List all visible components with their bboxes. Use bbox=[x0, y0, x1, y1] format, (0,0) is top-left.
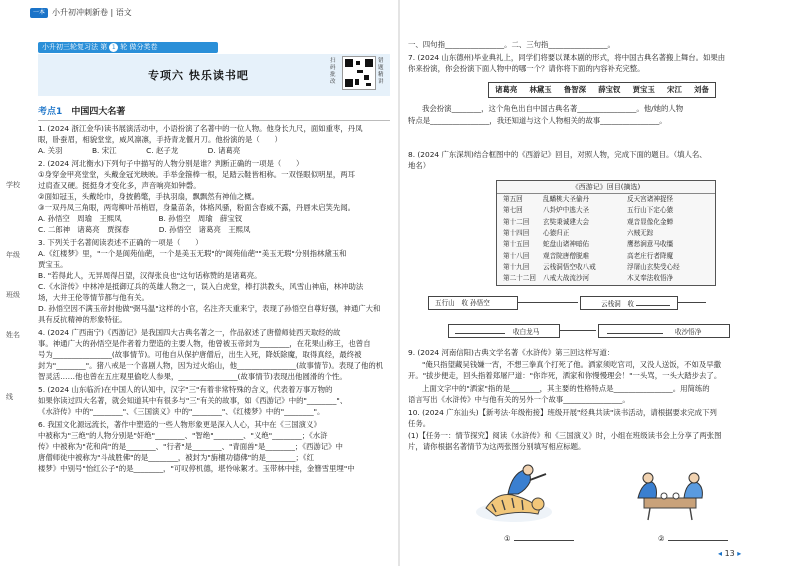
banner-round-pre: 第 bbox=[100, 43, 108, 51]
question-line: 9. (2024 河南信阳)古典文学名著《水浒传》第三回这样写道： bbox=[408, 348, 615, 357]
right-page bbox=[408, 4, 793, 564]
question-line: 4. (2024 广西南宁)《西游记》是我国四大古典名著之一，作品叙述了唐僧师徒西天取经的故 bbox=[38, 328, 341, 337]
qr-right-label: 错题精讲 bbox=[378, 58, 384, 85]
chapter-title-a: 八卦炉中逃大圣 bbox=[543, 206, 590, 215]
question-line: 3. 下列关于名著阅读表述不正确的一项是（ ） bbox=[38, 238, 203, 247]
question-line: 封为"________"。猪八戒是一个喜剧人物，因为过火焰山，他________________(故事情节)。表现了他的机 bbox=[38, 361, 384, 370]
chapter-title-a: 观音院唐僧脱难 bbox=[543, 251, 590, 260]
kp-text: 中国四大名著 bbox=[71, 107, 126, 117]
gutter-label: 线 bbox=[6, 393, 13, 401]
review-banner bbox=[38, 42, 218, 53]
flow-arrow bbox=[560, 330, 596, 331]
qr-left-label: 扫码批改 bbox=[330, 58, 336, 85]
answer-blank[interactable] bbox=[455, 325, 505, 334]
question-line: C.《水浒传》中林冲是抵御辽兵的英雄人物之一，误入白虎堂，棒打洪教头，风雪山神庙，林冲助法 bbox=[38, 282, 364, 291]
character-name: 薛宝钗 bbox=[598, 84, 621, 94]
chapter-title-a: 云栈洞悟空收八戒 bbox=[543, 262, 596, 271]
character-name: 鲁智深 bbox=[563, 84, 587, 94]
chapter-title-a: 八戒大战流沙河 bbox=[543, 274, 590, 283]
chapter-no: 第五回 bbox=[503, 195, 523, 204]
page-number bbox=[718, 548, 741, 560]
chapter-title-a: 蛇盘山诸神暗佑 bbox=[543, 240, 590, 249]
question-line: 贾宝玉。 bbox=[38, 260, 68, 269]
question-line: 场，大井王伦等情节都与他有关。 bbox=[38, 293, 149, 302]
flow-box-text: 五行山 收 孙悟空 bbox=[435, 299, 490, 307]
caption-num: ① bbox=[504, 534, 511, 543]
question-line: 号为________________(故事情节)。可他自从保护唐僧后，出生入死，降妖除魔，取得真经，最终被 bbox=[38, 350, 362, 359]
question-line: 1. (2024 浙江金华)读书展演活动中，小语扮演了名著中的一位人物。他身长九尺，面如重枣，丹凤 bbox=[38, 124, 363, 133]
flow-box bbox=[580, 296, 678, 310]
question-line: A.《红楼梦》里，"一个是阆苑仙葩，一个是美玉无瑕"的"阆苑仙葩""美玉无瑕"分别指林黛玉和 bbox=[38, 249, 347, 258]
chapter-title-b: 六贼无踪 bbox=[627, 229, 654, 238]
brand-name: 小升初冲刺新卷 | 语文 bbox=[52, 8, 132, 18]
kp-number: 考点1 bbox=[38, 107, 63, 117]
gutter-label: 学校 bbox=[6, 181, 20, 189]
chapter-row bbox=[497, 251, 715, 262]
chapter-title-b: 浮屠山玄奘受心经 bbox=[627, 262, 680, 271]
flow-box bbox=[598, 324, 730, 338]
page-number-text: 13 bbox=[724, 549, 735, 558]
chapter-table bbox=[496, 180, 716, 286]
banner-round-post: 轮 做分类卷 bbox=[120, 43, 158, 51]
chapter-row bbox=[497, 262, 715, 273]
chapter-no: 第十九回 bbox=[503, 262, 530, 271]
caption-num: ② bbox=[658, 534, 665, 543]
question-line: 2. (2024 河北衡水)下列句子中描写的人物分别是谁？判断正确的一项是（ ） bbox=[38, 159, 304, 168]
page-fold bbox=[398, 0, 400, 566]
question-line: B. "若得此人，无异周得吕望，汉得张良也"这句话称赞的是诸葛亮。 bbox=[38, 271, 262, 280]
character-name: 刘备 bbox=[694, 84, 709, 94]
question-line: 一、四句指________________。二、三句指________________。 bbox=[408, 40, 615, 49]
question-line: 中被称为"三绝"的人物分别是"奸绝"________、"智绝"________、"义绝"________；《水浒 bbox=[38, 431, 328, 440]
question-line: 《水浒传》中的"________"、《三国演义》中的"________"、《红楼梦》中的"________"。 bbox=[38, 407, 325, 416]
binding-gutter bbox=[0, 0, 26, 566]
question-line: 智灵活……他也曾在五庄观里偷吃人参果，________________(故事情节)表现出他圆滑的个性。 bbox=[38, 372, 347, 381]
chapter-title-b: 反天宫诸神捉怪 bbox=[627, 195, 674, 204]
caption-2 bbox=[658, 532, 728, 545]
answer-blank[interactable] bbox=[607, 325, 663, 334]
flow-arrow bbox=[678, 302, 706, 303]
question-line: ①身穿金甲亮堂堂，头戴金冠光映映。手举金箍棒一根，足踏云鞋皆相称。一双怪眼似明星，两耳 bbox=[38, 170, 356, 179]
flow-box-text: 云栈洞 收 bbox=[601, 300, 634, 308]
chapter-row bbox=[497, 273, 715, 284]
question-line: "俺只指望藏吴钱嫌一宵，不想三拳真个打死了他。洒家须吃官司，又没人送饭，不如及早撒 bbox=[422, 360, 722, 369]
answer-blank[interactable] bbox=[636, 297, 670, 306]
question-line: 任务。 bbox=[408, 419, 431, 428]
question-line: 如果你读过四大名著，就会知道其中有很多与"三"有关的故事，如《西游记》中的"________"、 bbox=[38, 396, 348, 405]
question-line: 开。"拔步便走，回头指着郑屠尸道："你诈死，洒家和你慢慢理会！"一头骂，一头大踏步去了。 bbox=[408, 371, 722, 380]
chapter-row bbox=[497, 228, 715, 239]
knowledge-point-heading bbox=[38, 106, 125, 119]
character-name: 诸葛亮 bbox=[495, 84, 518, 94]
chapter-title-a: 玄奘秉诚建大会 bbox=[543, 217, 590, 226]
flow-box bbox=[428, 296, 518, 310]
divider bbox=[38, 120, 390, 121]
question-line: 眼，卧蚕眉，相貌堂堂，威风凛凛，手持青龙偃月刀。他扮演的是（ ） bbox=[38, 135, 282, 144]
question-line: 具有反抗精神的形象特征。 bbox=[38, 315, 127, 324]
question-line: A. 关羽 B. 宋江 C. 赵子龙 D. 诸葛亮 bbox=[38, 146, 241, 155]
caption-1 bbox=[504, 532, 574, 545]
chapter-title-b: 观音显像化金蝉 bbox=[627, 217, 674, 226]
character-name-box bbox=[488, 82, 716, 98]
tiger-fight-illustration bbox=[468, 460, 560, 528]
question-line: 上面文字中的"洒家"指的是________，其主要的性格特点是________________。用简练的 bbox=[422, 384, 710, 393]
question-line: 7. (2024 山东德州)毕业典礼上，同学们将要以课本剧的形式，将中国古典名著搬上舞台。如果由 bbox=[408, 53, 726, 62]
answer-blank[interactable] bbox=[668, 532, 728, 541]
question-line: 6. 我国文化源远流长，著作中塑造的一些人物形象更是深入人心，其中在《三国演义》 bbox=[38, 420, 321, 429]
chapter-no: 第十四回 bbox=[503, 229, 530, 238]
character-name: 宋江 bbox=[667, 84, 682, 94]
question-line: D. 孙悟空因不满玉帝封他做"弼马温"这样的小官，名注齐天重来宁，表现了孙悟空自尊好强，神通广大和 bbox=[38, 304, 381, 313]
question-line: 片，请你根据名著情节为这两张图分别填写相应标题。 bbox=[408, 442, 586, 451]
chapter-row bbox=[497, 194, 715, 205]
question-line: 事。神通广大的孙悟空是作者着力塑造的主要人物，他曾被玉帝封为________，在花果山称王，也曾自 bbox=[38, 339, 371, 348]
prev-triangle-icon: ◂ bbox=[718, 549, 723, 558]
answer-blank[interactable] bbox=[514, 532, 574, 541]
chapter-title-a: 乱蟠桃大圣偷丹 bbox=[543, 195, 590, 204]
question-line: 地名） bbox=[408, 161, 431, 170]
flow-box bbox=[448, 324, 560, 338]
question-line: 我会扮演________，这个角色出自中国古典名著________________。他/她的人物 bbox=[422, 104, 684, 113]
next-triangle-icon: ▸ bbox=[737, 549, 742, 558]
question-line: C. 二郎神 诸葛亮 贾探春 D. 孙悟空 诸葛亮 王熙凤 bbox=[38, 225, 251, 234]
question-line: 8. (2024 广东深圳)结合框图中的《西游记》回目，对照人物，完成下面的题目。（填人名、 bbox=[408, 150, 707, 159]
question-line: 唐僧师徒中被称为"斗战胜佛"的是________，被封为"旃檀功德佛"的是________；《红 bbox=[38, 453, 314, 462]
left-page bbox=[30, 4, 390, 564]
character-name: 贾宝玉 bbox=[632, 84, 655, 94]
question-line: ③一双丹凤三角眼，两弯柳叶吊梢眉，身量苗条，体格风骚，粉面含春威不露，丹唇未启笑先闻。 bbox=[38, 203, 356, 212]
flow-box-text: 收沙悟净 bbox=[675, 328, 702, 336]
question-line: 你来扮演，你会扮演下面人物中的哪一个？请你将下面的内容补充完整。 bbox=[408, 64, 645, 73]
chapter-title-b: 五行山下定心猿 bbox=[627, 206, 674, 215]
gutter-label: 班级 bbox=[6, 291, 20, 299]
question-line: 5. (2024 山东临沂)在中国人的认知中，汉字"三"有着非常特殊的含义，代表着万事万物的 bbox=[38, 385, 333, 394]
chapter-table-title: 《西游记》回目(摘选) bbox=[497, 181, 715, 194]
brand-header bbox=[30, 6, 132, 20]
question-line: 10. (2024 广东汕头)【新考法·年级衔接】班级开展"经典共读"读书活动，请根据要求完成下列 bbox=[408, 408, 717, 417]
chapter-no: 第十五回 bbox=[503, 240, 530, 249]
chapter-no: 第十八回 bbox=[503, 251, 530, 260]
chapter-row bbox=[497, 217, 715, 228]
question-line: (1)【任务一：情节探究】阅读《水浒传》和《三国演义》时，小组在班级读书会上分享了两张图 bbox=[408, 431, 722, 440]
chapter-no: 第七回 bbox=[503, 206, 523, 215]
question-line: 特点是________________，我还知道与这个人物相关的故事________________。 bbox=[408, 116, 667, 125]
banner-round-number: 1 bbox=[109, 43, 118, 52]
section-title-band bbox=[38, 54, 390, 96]
gutter-label: 年级 bbox=[6, 251, 20, 259]
chapter-row bbox=[497, 239, 715, 250]
gutter-label: 姓名 bbox=[6, 331, 20, 339]
flow-box-text: 收白龙马 bbox=[513, 328, 540, 336]
character-name: 林黛玉 bbox=[529, 84, 552, 94]
chapter-title-b: 木叉奉法收悟净 bbox=[627, 274, 674, 283]
section-title: 专项六 快乐读书吧 bbox=[148, 69, 249, 82]
chapter-title-b: 鹰愁涧意马收缰 bbox=[627, 240, 674, 249]
chapter-no: 第十二回 bbox=[503, 217, 530, 226]
question-line: 传》中被称为"花和尚"的是________、"行者"是________、"青面兽"是________；《西游记》中 bbox=[38, 442, 343, 451]
question-line: ②面如冠玉，头戴纶巾，身披鹤氅，手执羽扇，飘飘然有神仙之概。 bbox=[38, 192, 259, 201]
chapter-no: 第二十二回 bbox=[503, 274, 536, 283]
chapter-row bbox=[497, 205, 715, 216]
question-line: 语言写出《水浒传》中与他有关的另外一个故事________________。 bbox=[408, 395, 630, 404]
brand-logo: 一本 bbox=[30, 8, 48, 19]
chapter-title-b: 高老庄行者降魔 bbox=[627, 251, 674, 260]
chapter-title-a: 心猿归正 bbox=[543, 229, 570, 238]
qr-code-icon[interactable] bbox=[342, 56, 376, 90]
banquet-illustration bbox=[624, 460, 716, 528]
flow-arrow bbox=[518, 302, 578, 303]
question-line: 楼梦》中别号"怡红公子"的是________，"可叹停机德，堪怜咏絮才。玉带林中挂，金簪雪里埋"中 bbox=[38, 464, 355, 473]
question-line: A. 孙悟空 周瑜 王熙凤 B. 孙悟空 周瑜 薛宝钗 bbox=[38, 214, 243, 223]
banner-text: 小升初三轮复习法 bbox=[42, 43, 98, 51]
question-line: 过肩查又硬。挺挺身才变化多，声音响亮如钟磬。 bbox=[38, 181, 201, 190]
